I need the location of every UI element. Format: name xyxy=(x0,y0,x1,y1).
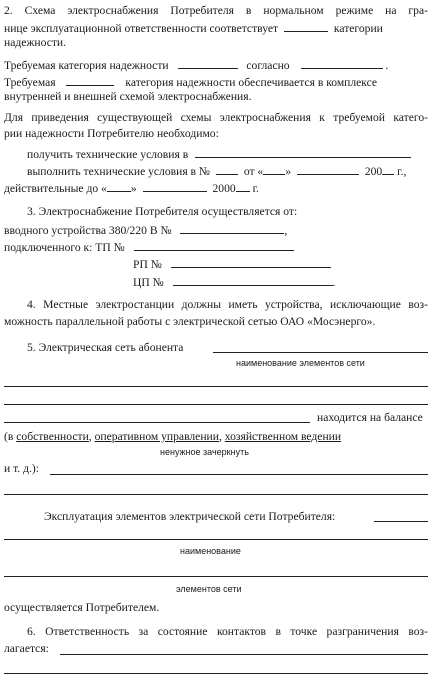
valid-until-label: действительные до « xyxy=(4,182,107,195)
req2-field[interactable] xyxy=(66,74,114,86)
responsibility-field[interactable] xyxy=(60,654,428,655)
p6-line2: лагается: xyxy=(4,642,49,655)
network-line-3[interactable] xyxy=(4,422,310,423)
fulfill-tu-line: выполнить технические условия в № от « » 200 г., xyxy=(27,165,407,178)
tu-month-field[interactable] xyxy=(297,163,359,175)
tp-line xyxy=(4,239,294,255)
req2-label: Требуемая xyxy=(4,76,56,89)
network-line-1[interactable] xyxy=(4,386,428,387)
p2-line2 xyxy=(4,20,383,36)
input-device-field[interactable] xyxy=(180,222,284,234)
cp-field[interactable] xyxy=(173,274,333,286)
ownership-line: (в собственности, оперативном управлении, хозяйственном ведении xyxy=(4,430,342,443)
category-field[interactable] xyxy=(284,20,328,32)
caption-name: наименование xyxy=(180,546,241,556)
input-device-label: вводного устройства 380/220 В № xyxy=(4,224,172,237)
input-device-line: вводного устройства 380/220 В № , xyxy=(4,224,288,237)
etc-field[interactable] xyxy=(50,474,428,475)
exploitation-field[interactable] xyxy=(374,521,428,522)
by-consumer-text: осуществляется Потребителем. xyxy=(4,601,160,614)
p4-line2: можность параллельной работы с электрической сетью ОАО «Мосэнерго». xyxy=(4,315,376,328)
rp-line xyxy=(133,256,331,272)
caption-element-names: наименование элементов сети xyxy=(236,358,365,368)
req-category-label: Требуемая категория надежности xyxy=(4,59,169,72)
exploitation-line-1[interactable] xyxy=(4,539,428,540)
tu-day-field[interactable] xyxy=(263,163,285,175)
p6-line1: 6. Ответственность за состояние контактов в точке разграничения воз- xyxy=(27,625,428,638)
tu-year-field[interactable] xyxy=(382,163,394,175)
caption-strike-out: ненужное зачеркнуть xyxy=(160,447,249,457)
cp-label: ЦП № xyxy=(133,276,164,289)
valid-year-field[interactable] xyxy=(236,180,250,192)
get-tu-field[interactable] xyxy=(195,146,411,158)
p5-line1 xyxy=(27,341,183,355)
p5-label: 5. Электрическая сеть абонента xyxy=(27,341,184,354)
req2-line1 xyxy=(4,74,377,90)
req2-line2: внутренней и внешней схемой электроснабжения. xyxy=(4,90,252,103)
network-line-2[interactable] xyxy=(4,404,428,405)
valid-day-field[interactable] xyxy=(107,180,131,192)
exploitation-label: Эксплуатация элементов электрической сети Потребителя: xyxy=(44,510,336,523)
ownership-option-operational[interactable]: оперативном управлении xyxy=(94,430,219,443)
tu-number-field[interactable] xyxy=(216,163,238,175)
according-field[interactable] xyxy=(301,57,383,69)
get-tu-label: получить технические условия в xyxy=(27,148,189,161)
req2-text: категория надежности обеспечивается в комплексе xyxy=(125,76,378,89)
req-category-field[interactable] xyxy=(178,57,238,69)
get-tu-line xyxy=(27,146,411,162)
according-label: согласно xyxy=(246,59,290,72)
rp-label: РП № xyxy=(133,258,162,271)
responsibility-line-2[interactable] xyxy=(4,673,428,674)
exploitation-line-2[interactable] xyxy=(4,576,428,577)
tp-field[interactable] xyxy=(134,239,294,251)
rp-field[interactable] xyxy=(171,256,331,268)
ownership-option-economic[interactable]: хозяйственном ведении xyxy=(224,430,342,443)
valid-month-field[interactable] xyxy=(143,180,207,192)
p2-line1: 2. Схема электроснабжения Потребителя в нормальном режиме на гра- xyxy=(4,4,428,17)
cp-line: ЦП № . xyxy=(133,276,336,289)
bring-line2: рии надежности Потребителю необходимо: xyxy=(4,127,219,140)
ownership-option-property[interactable]: собственности xyxy=(16,430,89,443)
p3-line1: 3. Электроснабжение Потребителя осуществляется от: xyxy=(27,205,298,218)
p4-line1: 4. Местные электростанции должны иметь устройства, исключающие воз- xyxy=(27,298,428,311)
fulfill-tu-label: выполнить технические условия в № xyxy=(27,165,210,178)
valid-until-line: действительные до « » 2000 г. xyxy=(4,182,259,195)
network-name-field[interactable] xyxy=(213,352,428,353)
bring-line1: Для приведения существующей схемы электроснабжения к требуемой катего- xyxy=(4,111,428,124)
on-balance-label: находится на балансе xyxy=(317,411,423,424)
caption-network-elements: элементов сети xyxy=(176,584,242,594)
p2-category-word: категории xyxy=(333,22,383,35)
p2-line3: надежности. xyxy=(4,36,67,49)
req-category-line: Требуемая категория надежности согласно . xyxy=(4,59,389,72)
etc-label: и т. д.): xyxy=(4,462,39,475)
etc-field-2[interactable] xyxy=(4,494,428,495)
tp-label: подключенного к: ТП № xyxy=(4,241,125,254)
p2-text: нице эксплуатационной ответственности соответствует xyxy=(4,22,279,35)
